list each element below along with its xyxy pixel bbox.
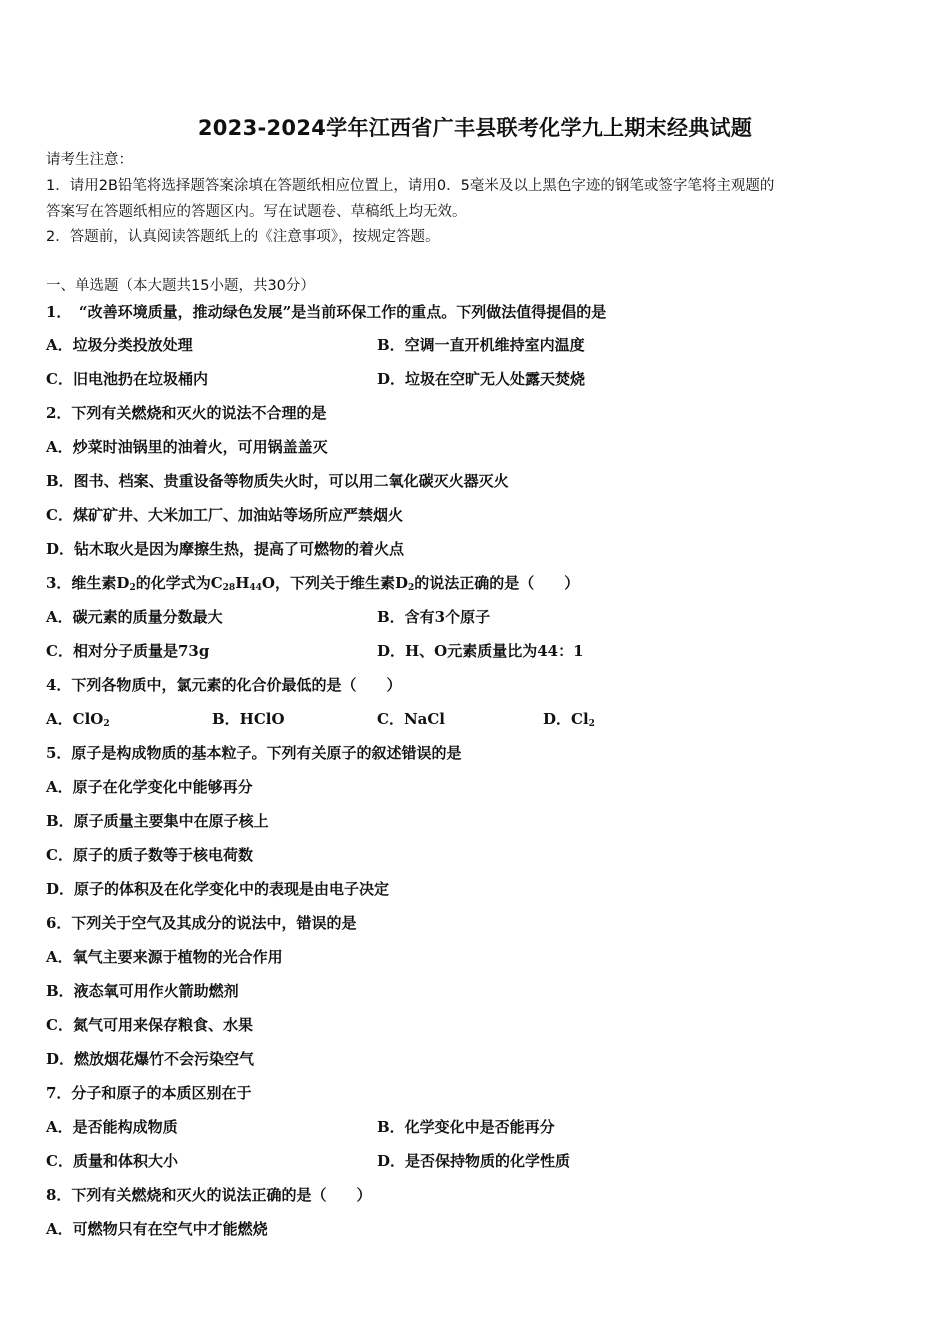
page-title: 2023-2024学年江西省广丰县联考化学九上期末经典试题	[197, 116, 753, 140]
q4-option-c: C．NaCl	[377, 710, 446, 728]
q1-option-b: B．空调一直开机维持室内温度	[377, 336, 585, 354]
q7-option-a: A．是否能构成物质	[46, 1118, 178, 1136]
question-2-stem: 2．下列有关燃烧和灭火的说法不合理的是	[46, 404, 327, 422]
q5-option-b: B．原子质量主要集中在原子核上	[46, 812, 269, 830]
q3-stem-part: 的化学式为C	[135, 574, 223, 592]
q6-option-c: C．氮气可用来保存粮食、水果	[46, 1016, 253, 1034]
q3-stem-part: 的说法正确的是（ ）	[414, 574, 580, 592]
q6-option-a: A．氧气主要来源于植物的光合作用	[46, 948, 283, 966]
q5-option-c: C．原子的质子数等于核电荷数	[46, 846, 253, 864]
question-5-stem: 5．原子是构成物质的基本粒子。下列有关原子的叙述错误的是	[46, 744, 462, 762]
notice-line-2: 2．答题前，认真阅读答题纸上的《注意事项》，按规定答题。	[46, 229, 440, 245]
q4-option-a-subscript: 2	[103, 719, 110, 729]
notice-line-1a: 1．请用2B铅笔将选择题答案涂填在答题纸相应位置上，请用0．5毫米及以上黑色字迹的钢笔或签字笔将主观题的	[46, 178, 775, 194]
q3-subscript: 2	[129, 583, 136, 593]
question-3-stem	[46, 573, 579, 593]
q6-option-b: B．液态氧可用作火箭助燃剂	[46, 982, 239, 1000]
q2-option-d: D．钻木取火是因为摩擦生热，提高了可燃物的着火点	[46, 540, 405, 558]
q6-option-d: D．燃放烟花爆竹不会污染空气	[46, 1050, 255, 1068]
question-1-stem: 1． “改善环境质量，推动绿色发展”是当前环保工作的重点。下列做法值得提倡的是	[46, 303, 607, 321]
q3-option-b: B．含有3个原子	[377, 608, 491, 626]
notice-heading: 请考生注意：	[46, 152, 133, 168]
q3-stem-part: H	[235, 574, 250, 592]
q3-subscript: 28	[222, 583, 236, 593]
q3-option-c: C．相对分子质量是73g	[46, 642, 210, 660]
q7-option-c: C．质量和体积大小	[46, 1152, 178, 1170]
q4-option-b: B．HClO	[212, 710, 285, 728]
q3-stem-part: 3．维生素D	[46, 574, 130, 592]
section-heading: 一、单选题（本大题共15小题，共30分）	[46, 278, 315, 294]
q7-option-d: D．是否保持物质的化学性质	[377, 1152, 571, 1170]
question-8-stem: 8．下列有关燃烧和灭火的说法正确的是（ ）	[46, 1186, 372, 1204]
q3-option-d: D．H、O元素质量比为44：1	[377, 642, 584, 660]
q2-option-a: A．炒菜时油锅里的油着火，可用锅盖盖灭	[46, 438, 328, 456]
notice-line-1b: 答案写在答题纸相应的答题区内。写在试题卷、草稿纸上均无效。	[46, 204, 467, 220]
question-7-stem: 7．分子和原子的本质区别在于	[46, 1084, 252, 1102]
q4-option-a	[46, 709, 110, 729]
q4-option-a-text: A．ClO	[46, 710, 104, 728]
q2-option-b: B．图书、档案、贵重设备等物质失火时，可以用二氧化碳灭火器灭火	[46, 472, 509, 490]
q2-option-c: C．煤矿矿井、大米加工厂、加油站等场所应严禁烟火	[46, 506, 403, 524]
q1-option-a: A．垃圾分类投放处理	[46, 336, 193, 354]
q3-option-a: A．碳元素的质量分数最大	[46, 608, 223, 626]
q3-subscript: 44	[249, 583, 262, 593]
q1-option-d: D．垃圾在空旷无人处露天焚烧	[377, 370, 586, 388]
q3-subscript: 2	[408, 583, 415, 593]
question-4-stem: 4．下列各物质中，氯元素的化合价最低的是（ ）	[46, 676, 402, 694]
q4-option-d-subscript: 2	[588, 719, 595, 729]
q8-option-a: A．可燃物只有在空气中才能燃烧	[46, 1220, 268, 1238]
q5-option-a: A．原子在化学变化中能够再分	[46, 778, 253, 796]
q4-option-d	[543, 709, 595, 729]
q3-stem-part: O，下列关于维生素D	[261, 574, 408, 592]
q5-option-d: D．原子的体积及在化学变化中的表现是由电子决定	[46, 880, 390, 898]
question-6-stem: 6．下列关于空气及其成分的说法中，错误的是	[46, 914, 357, 932]
q7-option-b: B．化学变化中是否能再分	[377, 1118, 555, 1136]
q4-option-d-text: D．Cl	[543, 710, 589, 728]
q1-option-c: C．旧电池扔在垃圾桶内	[46, 370, 208, 388]
